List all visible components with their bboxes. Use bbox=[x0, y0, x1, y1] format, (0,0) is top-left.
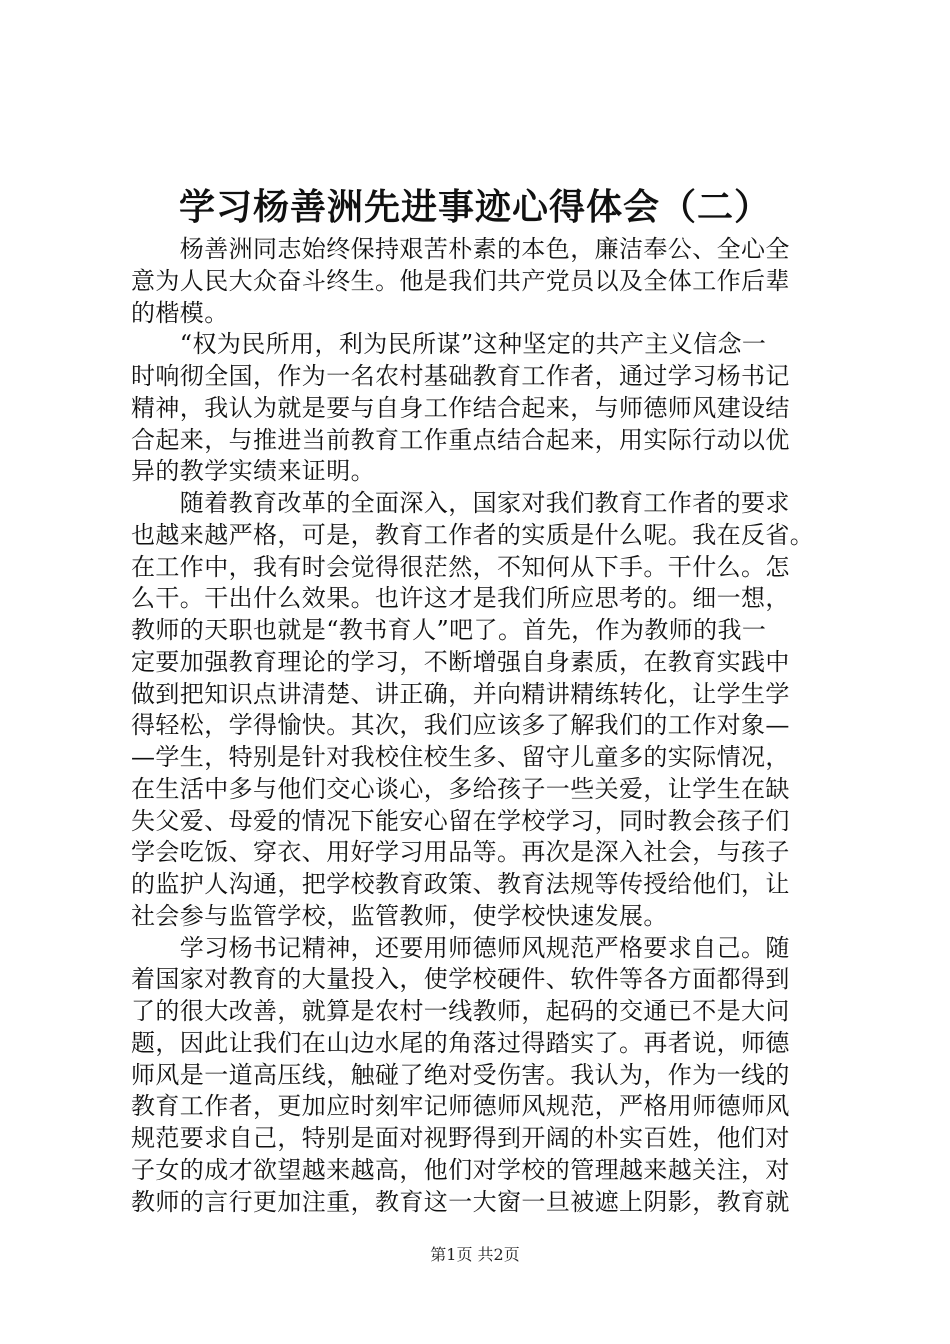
document-body bbox=[131, 234, 833, 1218]
text-line: 的监护人沟通，把学校教育政策、教育法规等传授给他们，让 bbox=[131, 870, 790, 898]
text-line: 也越来越严格，可是，教育工作者的实质是什么呢。我在反省。 bbox=[131, 520, 815, 549]
text-line: 定要加强教育理论的学习，不断增强自身素质，在教育实践中 bbox=[131, 647, 790, 676]
text-line: “权为民所用，利为民所谋”这种坚定的共产主义信念一 bbox=[131, 330, 767, 359]
text-line: 子女的成才欲望越来越高，他们对学校的管理越来越关注，对 bbox=[131, 1155, 790, 1184]
text-line: 随着教育改革的全面深入，国家对我们教育工作者的要求 bbox=[131, 489, 790, 517]
text-line: 着国家对教育的大量投入，使学校硬件、软件等各方面都得到 bbox=[131, 965, 790, 994]
text-line: 得轻松，学得愉快。其次，我们应该多了解我们的工作对象— bbox=[131, 711, 790, 740]
page-footer: 第1页 共2页 bbox=[430, 1245, 520, 1264]
text-line: 了的很大改善，就算是农村一线教师，起码的交通已不是大问 bbox=[131, 997, 790, 1025]
text-line: 在生活中多与他们交心谈心，多给孩子一些关爱，让学生在缺 bbox=[131, 774, 790, 803]
text-line: 意为人民大众奋斗终生。他是我们共产党员以及全体工作后辈 bbox=[131, 266, 790, 295]
text-line: 的楷模。 bbox=[131, 298, 229, 327]
text-line: 教师的天职也就是“教书育人”吧了。首先，作为教师的我一 bbox=[131, 616, 767, 644]
text-line: 时响彻全国，作为一名农村基础教育工作者，通过学习杨书记 bbox=[131, 362, 790, 390]
text-line: 精神，我认为就是要与自身工作结合起来，与师德师风建设结 bbox=[131, 393, 790, 422]
text-line: 教师的言行更加注重，教育这一大窗一旦被遮上阴影，教育就 bbox=[131, 1187, 790, 1216]
text-line: 教育工作者，更加应时刻牢记师德师风规范，严格用师德师风 bbox=[131, 1092, 790, 1121]
text-line: 师风是一道高压线，触碰了绝对受伤害。我认为，作为一线的 bbox=[131, 1060, 790, 1089]
text-line: 学会吃饭、穿衣、用好学习用品等。再次是深入社会，与孩子 bbox=[131, 838, 790, 867]
text-line: 异的教学实绩来证明。 bbox=[131, 457, 375, 486]
text-line: —学生，特别是针对我校住校生多、留守儿童多的实际情况， bbox=[131, 743, 790, 771]
text-line: 杨善洲同志始终保持艰苦朴素的本色，廉洁奉公、全心全 bbox=[131, 235, 790, 263]
text-line: 做到把知识点讲清楚、讲正确，并向精讲精练转化，让学生学 bbox=[131, 679, 790, 708]
text-line: 题，因此让我们在山边水尾的角落过得踏实了。再者说，师德 bbox=[131, 1028, 790, 1057]
text-line: 失父爱、母爱的情况下能安心留在学校学习，同时教会孩子们 bbox=[131, 806, 790, 835]
text-line: 学习杨书记精神，还要用师德师风规范严格要求自己。随 bbox=[131, 933, 790, 962]
text-line: 在工作中，我有时会觉得很茫然，不知何从下手。干什么。怎 bbox=[131, 552, 790, 581]
text-line: 合起来，与推进当前教育工作重点结合起来，用实际行动以优 bbox=[131, 425, 790, 454]
text-line: 社会参与监管学校，监管教师，使学校快速发展。 bbox=[131, 901, 668, 930]
text-line: 么干。干出什么效果。也许这才是我们所应思考的。细一想， bbox=[131, 584, 790, 613]
document-title: 学习杨善洲先进事迹心得体会（二） bbox=[178, 186, 771, 228]
text-line: 规范要求自己，特别是面对视野得到开阔的朴实百姓，他们对 bbox=[131, 1124, 790, 1152]
